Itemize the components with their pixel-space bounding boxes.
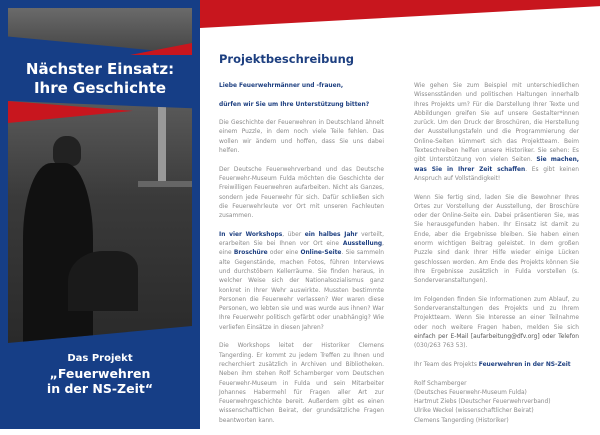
cover-title: Nächster Einsatz: Ihre Geschichte — [25, 60, 175, 97]
paragraph: Der Deutsche Feuerwehrverband und das Deutsche Feuerwehr-Museum Fulda möchten die Geschichte der Freiwilligen Feuerwehren aufarbeiten. Nicht als Ganzes, sondern jede Feuerwehr für sich. Dafür schließen sich die Feuerwehrleute vor Ort mit unseren Fachleuten zusammen. — [219, 166, 384, 220]
cover-photo-firefighter — [8, 101, 192, 343]
team-member: Ulrike Weckel (wissenschaftlicher Beirat) — [414, 408, 534, 415]
team-member: Clemens Tangerding (Historiker) — [414, 417, 509, 424]
cover-project-name: „Feuerwehren in der NS-Zeit“ — [46, 366, 154, 396]
red-banner — [200, 0, 600, 28]
text-column-right — [414, 82, 579, 426]
team-intro: Ihr Team des Projekts Feuerwehren in der NS-Zeit — [414, 361, 571, 368]
paragraph: Die Workshops leitet der Historiker Clemens Tangerding. Er kommt zu jedem Treffen zu Ihnen und recherchiert zusätzlich in Archiven und Bibliotheken. Neben ihm stehen Rolf Schamberger vom Deutschen Feuerwehr-Museum in Fulda und sein Mitarbeiter Johannes Habermehl für Fragen aller Art zur Feuerwehrgeschichte bereit. Außerdem gibt es einen wissenschaftlichen Beirat, der grundsätzliche Fragen beantworten kann. — [219, 343, 384, 424]
page-title: Projektbeschreibung — [219, 52, 355, 66]
paragraph: Im Folgenden finden Sie Informationen zum Ablauf, zu Sonderveranstaltungen des Projekts und zu Ihrem Projektteam. Wenn Sie Interesse an einer Teilnahme oder noch weitere Fragen haben, melden Sie sich einfach per E-Mail [aufarbeitung@dfv.org] oder Telefon (030/263 763 53). — [414, 296, 579, 350]
team-member: Rolf Schamberger — [414, 380, 467, 387]
greeting: Liebe Feuerwehrmänner und -frauen, — [219, 83, 344, 89]
paragraph: In vier Workshops, über ein halbes Jahr verteilt, erarbeiten Sie bei Ihnen vor Ort eine Ausstellung, eine Broschüre oder eine Online-Seite. Sie sammeln alte Gegenstände, machen Fotos, führen Interviews und durchstöbern Kellerräume. Sie finden heraus, in welcher Weise sich der Nationalsozialismus ganz konkret in Ihrer Wehr auswirkte. Mussten bestimmte Personen die Feuerwehr verlassen? Wer waren diese Personen, wo lebten sie und was wurde aus ihnen? War Ihre Feuerwehr politisch gefärbt oder unabhängig? Wie verliefen Einsätze in diesen Jahren? — [219, 231, 384, 331]
cover-photo-top — [8, 8, 192, 54]
cover-panel — [0, 0, 200, 429]
paragraph: Die Geschichte der Feuerwehren in Deutschland ähnelt einem Puzzle, in dem noch viele Teile fehlen. Das wollen wir ändern und hoffen, dass Sie uns dabei helfen. — [219, 120, 384, 155]
team-member: (Deutsches Feuerwehr-Museum Fulda) — [414, 389, 527, 396]
greeting-question: dürfen wir Sie um Ihre Unterstützung bitten? — [219, 101, 370, 108]
contact-info: einfach per E-Mail [aufarbeitung@dfv.org] oder Telefon — [414, 334, 579, 341]
team-member: Hartmut Ziebs (Deutscher Feuerwehrverband) — [414, 399, 551, 406]
paragraph: Wenn Sie fertig sind, laden Sie die Bewohner Ihres Ortes zur Vorstellung der Ausstellung, der Broschüre oder der Online-Seite ein. Dabei präsentieren Sie, was Sie herausgefunden haben. Ihr Einsatz ist damit zu Ende, aber die Ergebnisse bleiben. Sie haben einen enorm wichtigen Beitrag geleistet. In dem großen Puzzle sind dank Ihrer Hilfe wieder einige Lücken geschlossen worden. Am Ende des Projekts können Sie Ihre Ergebnisse zusätzlich in Fulda vorstellen (s. Sonderveranstaltungen). — [414, 194, 579, 285]
text-column-left — [219, 82, 384, 435]
paragraph: Wie gehen Sie zum Beispiel mit unterschiedlichen Wissensständen und politischen Haltungen innerhalb Ihres Projekts um? Für die Darstellung Ihrer Texte und Abbildungen greifen Sie auf unsere Gestalter*innen zurück. Um den Druck der Broschüren, die Herstellung der Ausstellungstafeln und die Programmierung der Online-Seiten kümmert sich das Projektteam. Beim Texteschreiben helfen unsere Historiker. Sie sehen: Es gibt Unterstützung von vielen Seiten. Sie machen, was Sie in Ihrer Zeit schaffen. Es gibt keinen Anspruch auf Vollständigkeit! — [414, 83, 579, 182]
cover-subtitle: Das Projekt — [67, 353, 133, 364]
team-list — [414, 380, 579, 426]
